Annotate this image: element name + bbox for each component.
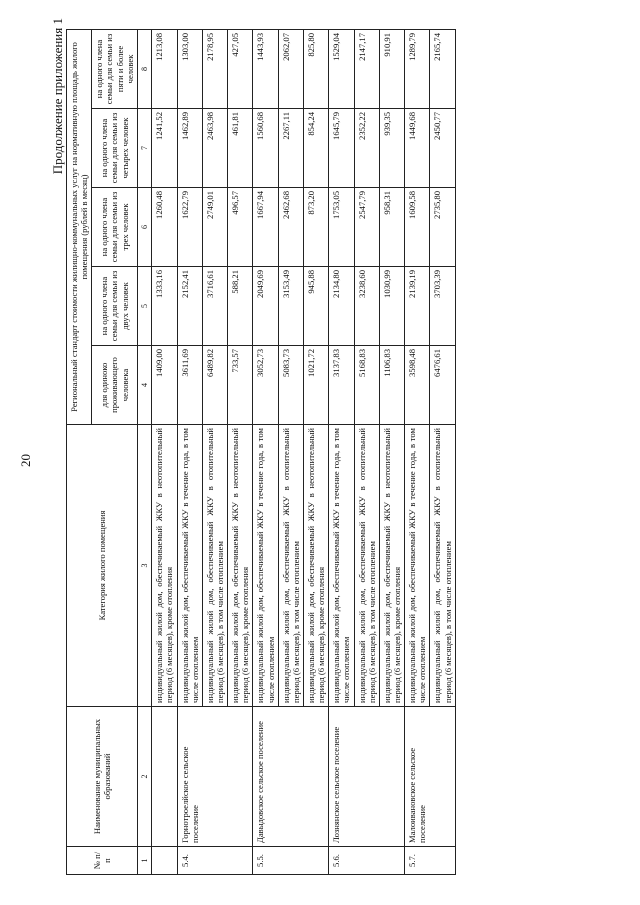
header-name: Наименование муниципальных образований bbox=[67, 707, 138, 847]
value-cell: 1030,99 bbox=[379, 267, 404, 346]
municipality-name-cell: Лознянское сельское поселение bbox=[329, 707, 405, 847]
value-cell: 2165,74 bbox=[430, 29, 455, 108]
table-body bbox=[152, 29, 455, 874]
value-cell: 3716,61 bbox=[202, 267, 227, 346]
table-row bbox=[152, 29, 177, 874]
value-cell: 958,31 bbox=[379, 188, 404, 267]
value-cell: 2352,22 bbox=[354, 109, 379, 188]
value-cell: 6476,61 bbox=[430, 346, 455, 425]
category-cell: индивидуальный жилой дом, обеспечиваемый ЖКУ в неотопительный период (6 месяцев), кроме отопления bbox=[152, 425, 177, 707]
value-cell: 3598,48 bbox=[405, 346, 430, 425]
value-cell: 1560,68 bbox=[253, 109, 278, 188]
value-cell: 2547,79 bbox=[354, 188, 379, 267]
value-cell: 939,35 bbox=[379, 109, 404, 188]
row-number-cell: 5.5. bbox=[253, 847, 329, 875]
header-standard-group: Региональный стандарт стоимости жилищно-коммунальных услуг на нормативную площадь жилого помещения (рублей в месяц) bbox=[67, 29, 92, 424]
value-cell: 1449,68 bbox=[405, 109, 430, 188]
value-cell: 2463,98 bbox=[202, 109, 227, 188]
value-cell: 1213,08 bbox=[152, 29, 177, 108]
value-cell: 3137,83 bbox=[329, 346, 354, 425]
value-cell: 5168,83 bbox=[354, 346, 379, 425]
value-cell: 1409,00 bbox=[152, 346, 177, 425]
value-cell: 461,81 bbox=[228, 109, 253, 188]
header-category: Категория жилого помещения bbox=[67, 425, 138, 707]
category-cell: индивидуальный жилой дом, обеспечиваемый ЖКУ в неотопительный период (6 месяцев), кроме отопления bbox=[303, 425, 328, 707]
value-cell: 1289,79 bbox=[405, 29, 430, 108]
value-cell: 3238,60 bbox=[354, 267, 379, 346]
value-cell: 1609,58 bbox=[405, 188, 430, 267]
value-cell: 945,88 bbox=[303, 267, 328, 346]
table-row bbox=[253, 29, 278, 874]
category-cell: индивидуальный жилой дом, обеспечиваемый ЖКУ в течение года, в том числе отоплением bbox=[253, 425, 278, 707]
municipality-name-cell: Горнотроелйское сельское поселение bbox=[177, 707, 253, 847]
header-num: № п/п bbox=[67, 847, 138, 875]
table-row bbox=[177, 29, 202, 874]
value-cell: 2267,11 bbox=[278, 109, 303, 188]
category-cell: индивидуальный жилой дом, обеспечиваемый ЖКУ в неотопительный период (6 месяцев), кроме отопления bbox=[228, 425, 253, 707]
header-sub-1: для одиноко проживающего человека bbox=[92, 346, 138, 425]
value-cell: 2462,68 bbox=[278, 188, 303, 267]
row-number-cell: 5.4. bbox=[177, 847, 253, 875]
row-number-cell bbox=[152, 847, 177, 875]
category-cell: индивидуальный жилой дом, обеспечиваемый ЖКУ в отопительный период (6 месяцев), в том числе отоплением bbox=[354, 425, 379, 707]
header-sub-5: на одного члена семьи для семьи из пяти и более человек bbox=[92, 29, 138, 108]
value-cell: 1667,94 bbox=[253, 188, 278, 267]
row-number-cell: 5.7. bbox=[405, 847, 456, 875]
value-cell: 733,57 bbox=[228, 346, 253, 425]
col-number: 6 bbox=[137, 188, 151, 267]
table-row bbox=[329, 29, 354, 874]
standards-table bbox=[66, 29, 456, 875]
header-sub-3: на одного члена семьи для семьи из трех человек bbox=[92, 188, 138, 267]
value-cell: 2147,17 bbox=[354, 29, 379, 108]
value-cell: 2062,07 bbox=[278, 29, 303, 108]
appendix-label: Продолжение приложения 1 bbox=[50, 18, 65, 175]
col-number: 4 bbox=[137, 346, 151, 425]
value-cell: 6489,82 bbox=[202, 346, 227, 425]
value-cell: 2749,01 bbox=[202, 188, 227, 267]
value-cell: 3611,69 bbox=[177, 346, 202, 425]
value-cell: 2735,80 bbox=[430, 188, 455, 267]
category-cell: индивидуальный жилой дом, обеспечиваемый ЖКУ в течение года, в том числе отоплением bbox=[177, 425, 202, 707]
category-cell: индивидуальный жилой дом, обеспечиваемый ЖКУ в неотопительный период (6 месяцев), кроме отопления bbox=[379, 425, 404, 707]
value-cell: 1529,04 bbox=[329, 29, 354, 108]
value-cell: 427,05 bbox=[228, 29, 253, 108]
value-cell: 1333,16 bbox=[152, 267, 177, 346]
value-cell: 1106,83 bbox=[379, 346, 404, 425]
value-cell: 1622,79 bbox=[177, 188, 202, 267]
value-cell: 910,91 bbox=[379, 29, 404, 108]
value-cell: 2134,80 bbox=[329, 267, 354, 346]
value-cell: 1753,05 bbox=[329, 188, 354, 267]
col-number: 7 bbox=[137, 109, 151, 188]
header-sub-2: на одного члена семьи для семьи из двух человек bbox=[92, 267, 138, 346]
table-row bbox=[405, 29, 430, 874]
category-cell: индивидуальный жилой дом, обеспечиваемый ЖКУ в отопительный период (6 месяцев), в том числе отоплением bbox=[430, 425, 455, 707]
municipality-name-cell bbox=[152, 707, 177, 847]
value-cell: 3052,73 bbox=[253, 346, 278, 425]
value-cell: 1021,72 bbox=[303, 346, 328, 425]
category-cell: индивидуальный жилой дом, обеспечиваемый ЖКУ в отопительный период (6 месяцев), в том числе отоплением bbox=[202, 425, 227, 707]
col-number: 1 bbox=[137, 847, 151, 875]
value-cell: 2152,41 bbox=[177, 267, 202, 346]
col-number: 5 bbox=[137, 267, 151, 346]
header-row-1 bbox=[67, 29, 92, 874]
value-cell: 1443,93 bbox=[253, 29, 278, 108]
municipality-name-cell: Малоивановское сельское поселение bbox=[405, 707, 456, 847]
value-cell: 588,21 bbox=[228, 267, 253, 346]
value-cell: 2049,69 bbox=[253, 267, 278, 346]
value-cell: 2178,95 bbox=[202, 29, 227, 108]
value-cell: 873,20 bbox=[303, 188, 328, 267]
value-cell: 825,80 bbox=[303, 29, 328, 108]
value-cell: 3153,49 bbox=[278, 267, 303, 346]
header-sub-4: на одного члена семьи для семьи из четырех человек bbox=[92, 109, 138, 188]
column-number-row bbox=[137, 29, 151, 874]
category-cell: индивидуальный жилой дом, обеспечиваемый ЖКУ в течение года, в том числе отоплением bbox=[405, 425, 430, 707]
value-cell: 496,57 bbox=[228, 188, 253, 267]
col-number: 8 bbox=[137, 29, 151, 108]
value-cell: 1645,79 bbox=[329, 109, 354, 188]
value-cell: 854,24 bbox=[303, 109, 328, 188]
category-cell: индивидуальный жилой дом, обеспечиваемый ЖКУ в течение года, в том числе отоплением bbox=[329, 425, 354, 707]
value-cell: 1241,52 bbox=[152, 109, 177, 188]
value-cell: 5083,73 bbox=[278, 346, 303, 425]
category-cell: индивидуальный жилой дом, обеспечиваемый ЖКУ в отопительный период (6 месяцев), в том числе отоплением bbox=[278, 425, 303, 707]
municipality-name-cell: Давыдовское сельское поселение bbox=[253, 707, 329, 847]
value-cell: 1303,00 bbox=[177, 29, 202, 108]
value-cell: 3703,39 bbox=[430, 267, 455, 346]
row-number-cell: 5.6. bbox=[329, 847, 405, 875]
value-cell: 1462,89 bbox=[177, 109, 202, 188]
value-cell: 2139,19 bbox=[405, 267, 430, 346]
col-number: 2 bbox=[137, 707, 151, 847]
page-number: 20 bbox=[18, 454, 33, 467]
value-cell: 1260,48 bbox=[152, 188, 177, 267]
col-number: 3 bbox=[137, 425, 151, 707]
value-cell: 2450,77 bbox=[430, 109, 455, 188]
